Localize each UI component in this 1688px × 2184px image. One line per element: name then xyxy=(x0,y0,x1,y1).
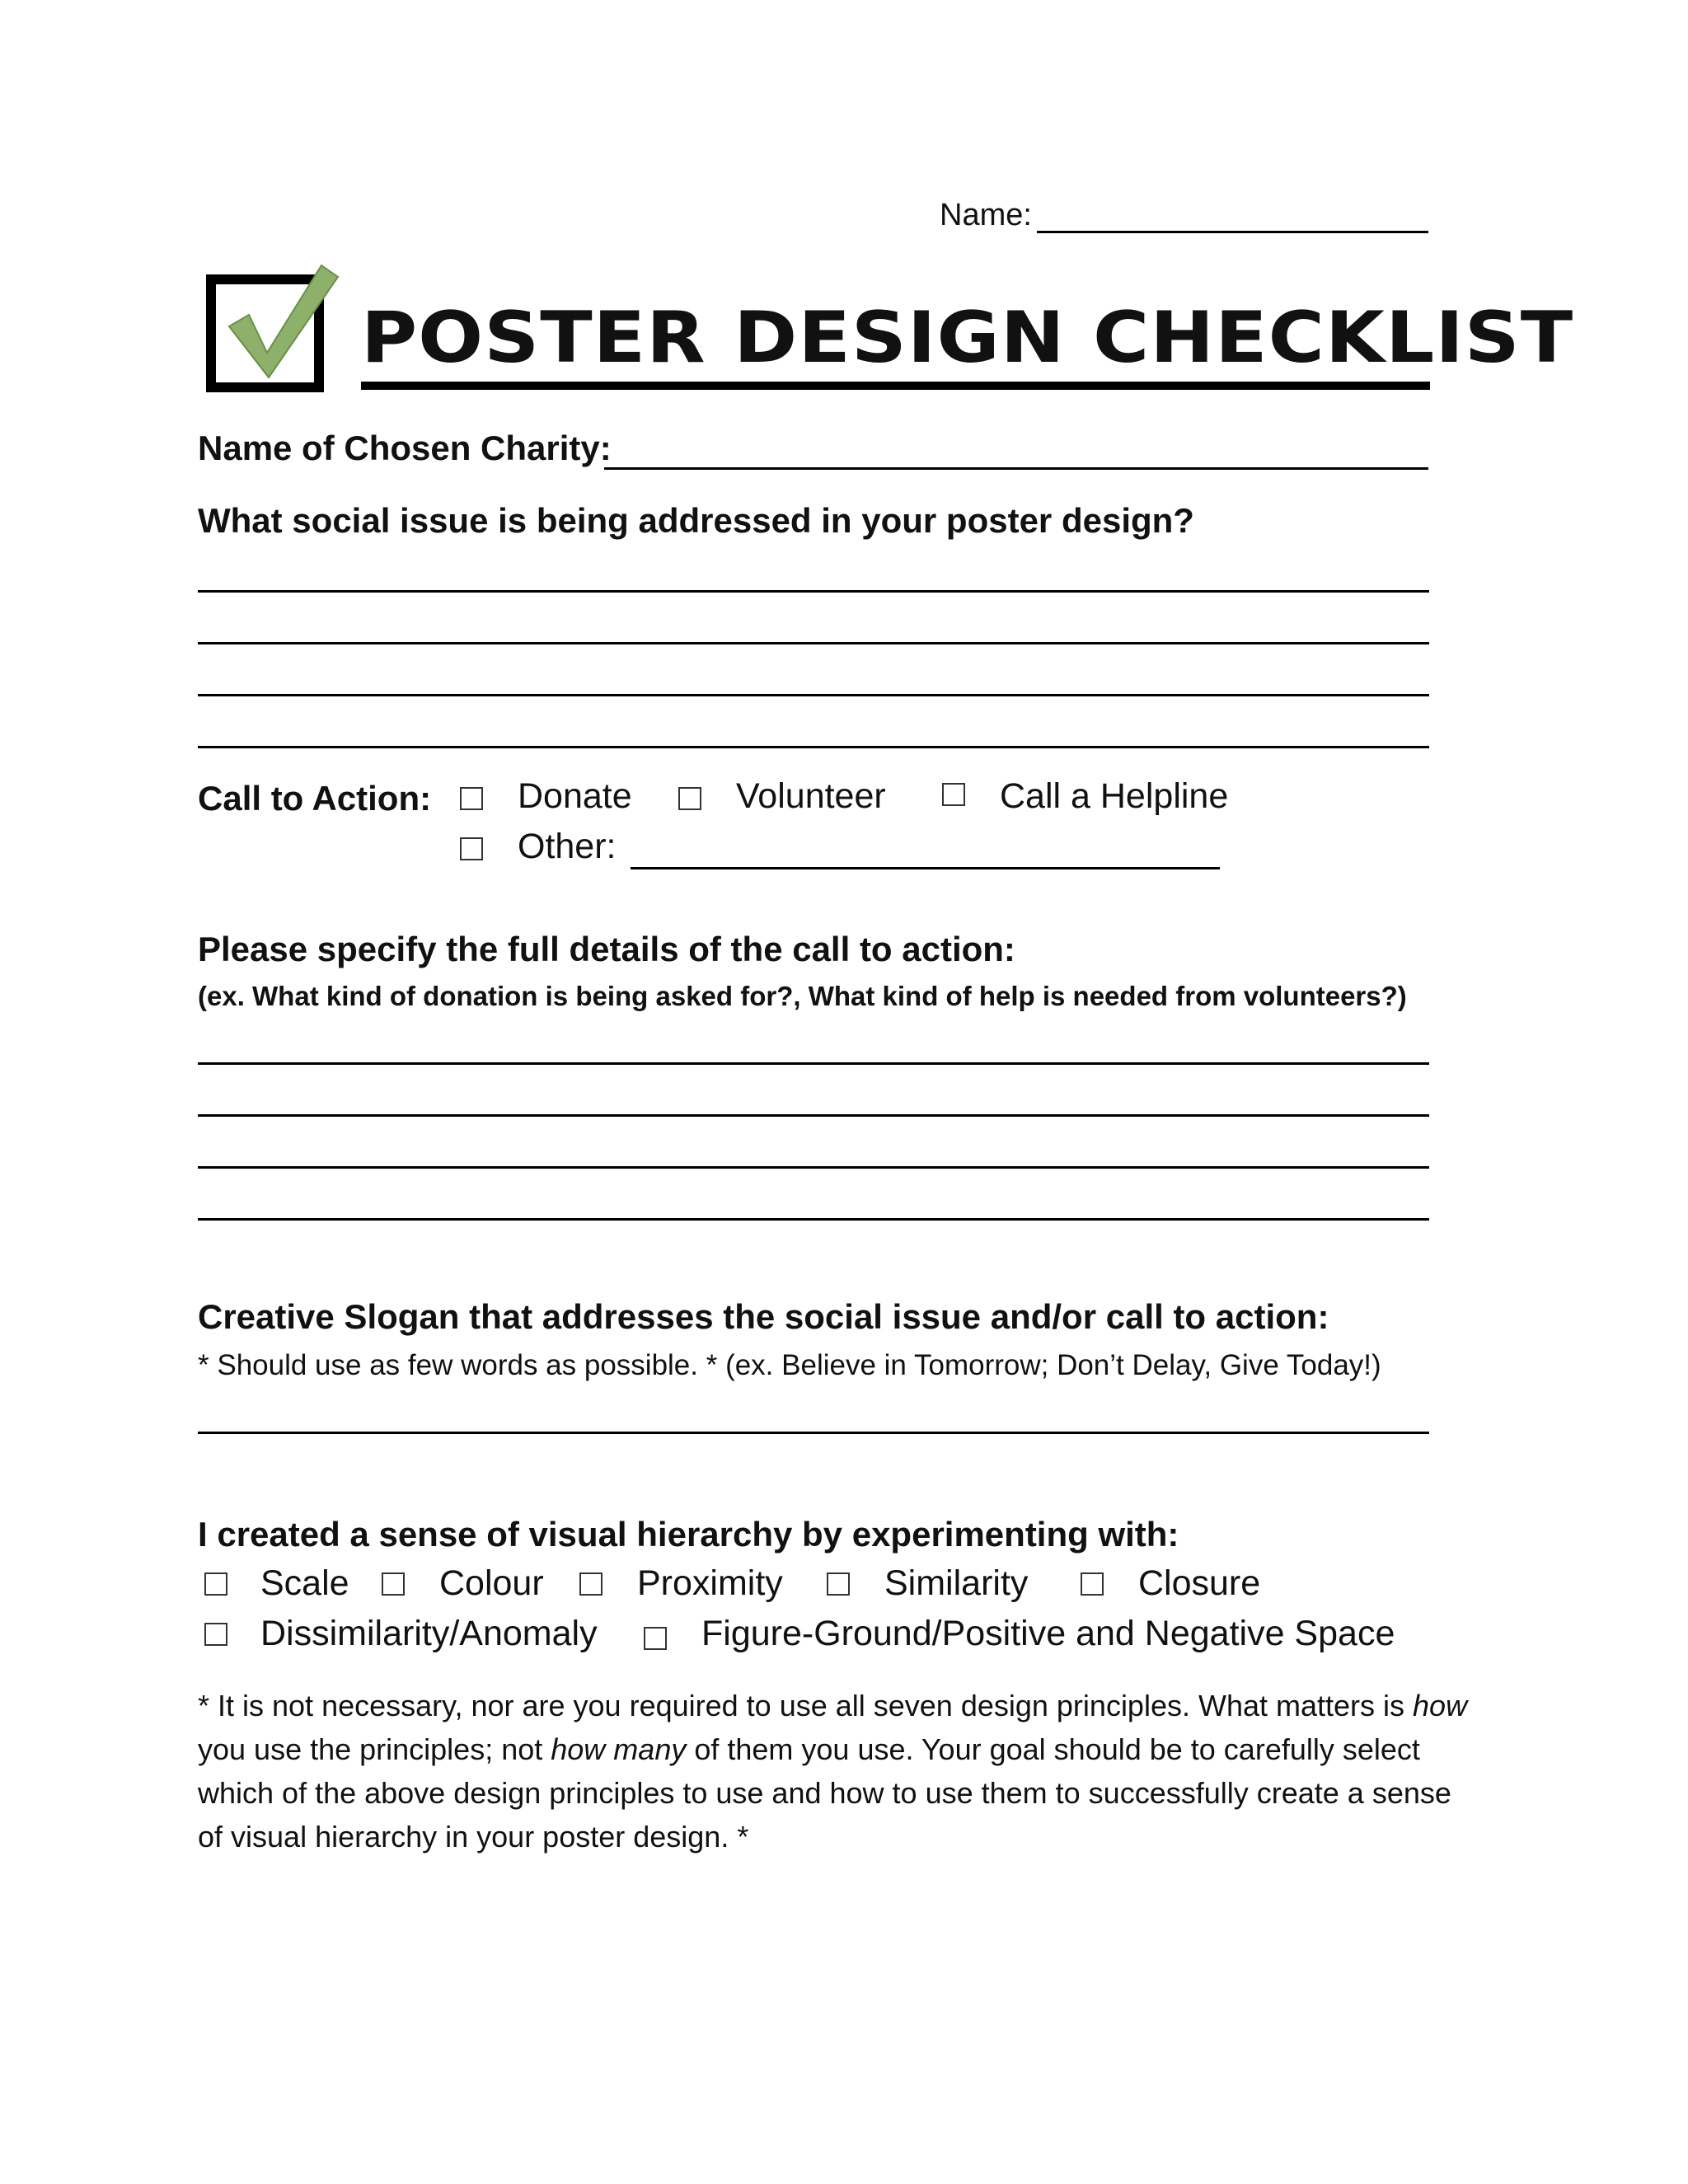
colour-label: Colour xyxy=(439,1563,544,1603)
other-label: Other: xyxy=(518,827,617,866)
checkmark-icon xyxy=(206,255,346,396)
other-checkbox[interactable] xyxy=(460,837,483,860)
details-line-1[interactable] xyxy=(198,1062,1429,1065)
hierarchy-question: I created a sense of visual hierarchy by experimenting with: xyxy=(198,1515,1179,1554)
proximity-label: Proximity xyxy=(637,1563,783,1603)
details-line-4[interactable] xyxy=(198,1218,1429,1221)
scale-label: Scale xyxy=(260,1563,349,1603)
slogan-question: Creative Slogan that addresses the social issue and/or call to action: xyxy=(198,1297,1329,1336)
social-issue-line-3[interactable] xyxy=(198,694,1429,696)
closure-checkbox[interactable] xyxy=(1081,1572,1104,1596)
social-issue-question: What social issue is being addressed in your poster design? xyxy=(198,501,1194,540)
colour-checkbox[interactable] xyxy=(382,1572,405,1596)
details-line-2[interactable] xyxy=(198,1114,1429,1117)
figure-ground-label: Figure-Ground/Positive and Negative Space xyxy=(701,1614,1395,1653)
figure-ground-checkbox[interactable] xyxy=(644,1627,667,1650)
charity-input-line[interactable] xyxy=(604,467,1428,470)
page-title: POSTER DESIGN CHECKLIST xyxy=(361,297,1574,379)
footnote xyxy=(198,1684,1484,1858)
details-line-3[interactable] xyxy=(198,1166,1429,1169)
similarity-checkbox[interactable] xyxy=(827,1572,850,1596)
other-input-line[interactable] xyxy=(631,867,1220,869)
charity-label: Name of Chosen Charity: xyxy=(198,429,612,467)
footnote-emphasis-2: how many xyxy=(551,1732,687,1766)
social-issue-line-4[interactable] xyxy=(198,746,1429,748)
call-helpline-label: Call a Helpline xyxy=(1000,776,1229,816)
footnote-part-2: you use the principles; not xyxy=(198,1732,551,1766)
proximity-checkbox[interactable] xyxy=(579,1572,603,1596)
similarity-label: Similarity xyxy=(884,1563,1029,1603)
social-issue-line-2[interactable] xyxy=(198,642,1429,644)
footnote-part-1: * It is not necessary, nor are you required to use all seven design principles. What matters is xyxy=(198,1689,1414,1722)
footnote-part-3: of them you use. Your goal should be to carefully select which of the above design principles to use and how to use them to successfully create a sense of visual hierarchy in your poster design. * xyxy=(198,1732,1451,1854)
donate-checkbox[interactable] xyxy=(460,787,483,810)
social-issue-line-1[interactable] xyxy=(198,590,1429,593)
footnote-emphasis-1: how xyxy=(1413,1689,1468,1722)
volunteer-checkbox[interactable] xyxy=(678,787,701,810)
name-field xyxy=(940,198,1032,233)
closure-label: Closure xyxy=(1138,1563,1261,1603)
dissimilarity-checkbox[interactable] xyxy=(204,1623,227,1646)
volunteer-label: Volunteer xyxy=(736,776,886,816)
details-example: (ex. What kind of donation is being asked for?, What kind of help is needed from volunteers?) xyxy=(198,981,1407,1011)
slogan-note: * Should use as few words as possible. * (ex. Believe in Tomorrow; Don’t Delay, Give Today!) xyxy=(198,1349,1381,1381)
call-helpline-checkbox[interactable] xyxy=(942,783,965,806)
name-input-line[interactable] xyxy=(1037,231,1428,233)
name-label: Name: xyxy=(940,198,1032,232)
dissimilarity-label: Dissimilarity/Anomaly xyxy=(260,1614,598,1653)
scale-checkbox[interactable] xyxy=(204,1572,227,1596)
title-underline xyxy=(361,382,1430,390)
call-to-action-label: Call to Action: xyxy=(198,779,432,818)
donate-label: Donate xyxy=(518,776,632,816)
details-question: Please specify the full details of the call to action: xyxy=(198,930,1015,968)
slogan-line[interactable] xyxy=(198,1432,1429,1434)
